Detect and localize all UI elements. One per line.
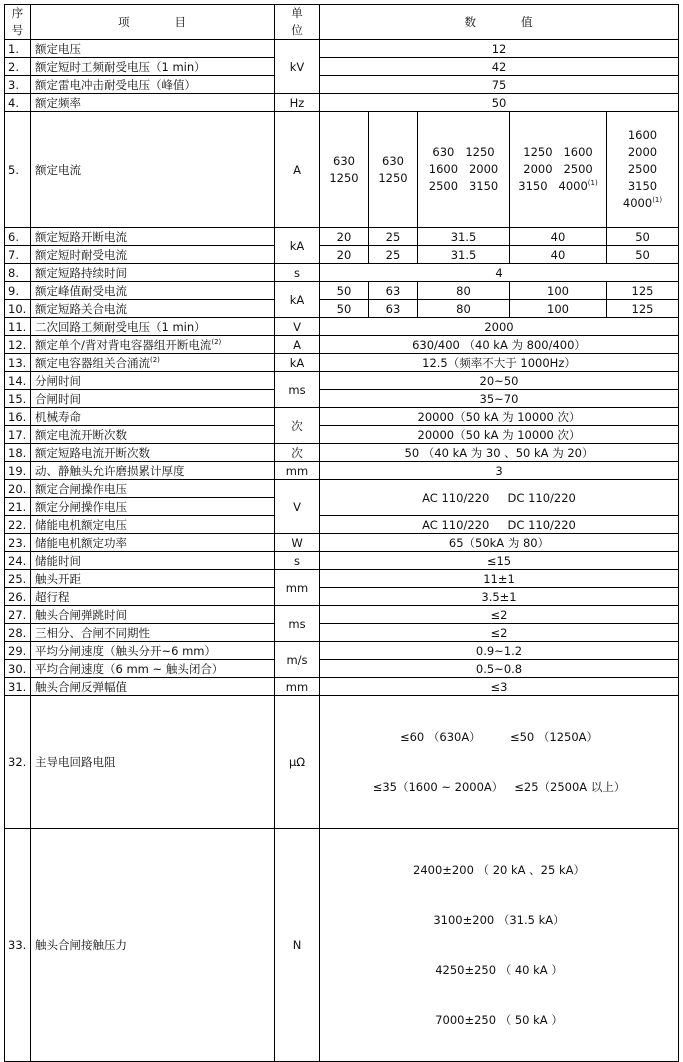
row-unit: ms: [275, 606, 320, 642]
row-unit: kV: [275, 40, 320, 94]
row-value: 63: [369, 300, 418, 318]
table-row: [5, 300, 679, 318]
row-value: 100: [510, 282, 607, 300]
table-row: [5, 282, 679, 300]
table-row: [5, 354, 679, 372]
row-number: 20.: [5, 480, 31, 498]
row-unit: kA: [275, 354, 320, 372]
table-row: [5, 534, 679, 552]
row-value: 80: [418, 282, 510, 300]
row-number: 15.: [5, 390, 31, 408]
table-row: [5, 829, 679, 1062]
table-row: [5, 390, 679, 408]
header-unit: 单 位: [275, 5, 320, 40]
row-item: 触头合闸反弹幅值: [31, 678, 275, 696]
table-row: [5, 570, 679, 588]
row-unit: s: [275, 264, 320, 282]
table-row: [5, 58, 679, 76]
row-item: 触头合闸弹跳时间: [31, 606, 275, 624]
row-number: 22.: [5, 516, 31, 534]
row-value: 31.5: [418, 246, 510, 264]
table-row: [5, 516, 679, 534]
row-unit: 次: [275, 408, 320, 444]
row-number: 12.: [5, 336, 31, 354]
row-unit: A: [275, 112, 320, 228]
row-unit: mm: [275, 678, 320, 696]
row-item: 储能时间: [31, 552, 275, 570]
row-unit: A: [275, 336, 320, 354]
row-item: 动、静触头允许磨损累计厚度: [31, 462, 275, 480]
row-value: AC 110/220 DC 110/220: [320, 516, 679, 534]
row-number: 11.: [5, 318, 31, 336]
footnote-mark: (1): [587, 179, 598, 188]
footnote-mark: (1): [652, 196, 663, 205]
table-row: [5, 408, 679, 426]
table-row: [5, 480, 679, 498]
header-value: 数 值: [320, 5, 679, 40]
row-unit: kA: [275, 282, 320, 318]
current-col-4: 1250 1600 2000 2500 3150 4000$^{(1)}$: [510, 112, 607, 228]
row-number: 17.: [5, 426, 31, 444]
row-value: 2000: [320, 318, 679, 336]
row-number: 19.: [5, 462, 31, 480]
row-unit: s: [275, 552, 320, 570]
row-number: 25.: [5, 570, 31, 588]
row-unit: ms: [275, 372, 320, 408]
row-value: 0.9~1.2: [320, 642, 679, 660]
row-item: 额定分闸操作电压: [31, 498, 275, 516]
row-item: 额定峰值耐受电流: [31, 282, 275, 300]
row-item: 额定频率: [31, 94, 275, 112]
table-row: [5, 696, 679, 829]
row-unit: W: [275, 534, 320, 552]
row-number: 29.: [5, 642, 31, 660]
row-unit: μΩ: [275, 696, 320, 829]
row-value: 63: [369, 282, 418, 300]
row-value: 2400±200 （ 20 kA 、25 kA） 3100±200 （31.5 kA） 4250±250 （ 40 kA ） 7000±250 （ 50 kA ）: [320, 829, 679, 1062]
table-row: [5, 606, 679, 624]
row-item: 额定电容器组关合涌流$^{(2)}$: [31, 354, 275, 372]
row-number: 16.: [5, 408, 31, 426]
row-value: 50: [607, 228, 679, 246]
table-row: [5, 94, 679, 112]
row-value: ≤2: [320, 624, 679, 642]
row-number: 23.: [5, 534, 31, 552]
row-value: ≤15: [320, 552, 679, 570]
row-item: 额定短路开断电流: [31, 228, 275, 246]
row-value: 50: [320, 282, 369, 300]
row-number: 6.: [5, 228, 31, 246]
row-number: 4.: [5, 94, 31, 112]
table-row: [5, 642, 679, 660]
row-value: 11±1: [320, 570, 679, 588]
row-number: 26.: [5, 588, 31, 606]
row-number: 14.: [5, 372, 31, 390]
row-number: 7.: [5, 246, 31, 264]
row-value: 50: [320, 300, 369, 318]
header-row: [5, 5, 679, 40]
spec-table-container: [4, 4, 679, 1062]
table-row: [5, 624, 679, 642]
table-row: [5, 588, 679, 606]
row-item: 合闸时间: [31, 390, 275, 408]
table-row: [5, 76, 679, 94]
table-row: [5, 336, 679, 354]
row-value: 3.5±1: [320, 588, 679, 606]
row-value: 100: [510, 300, 607, 318]
table-row: [5, 318, 679, 336]
row-unit: mm: [275, 462, 320, 480]
row-value: 31.5: [418, 228, 510, 246]
table-row: [5, 552, 679, 570]
row-number: 10.: [5, 300, 31, 318]
row-number: 30.: [5, 660, 31, 678]
row-item: 机械寿命: [31, 408, 275, 426]
current-col-1: 630 1250: [320, 112, 369, 228]
row-value: 125: [607, 300, 679, 318]
row-value: 40: [510, 246, 607, 264]
table-row: [5, 112, 679, 228]
row-value: 50: [320, 94, 679, 112]
row-value: 20: [320, 228, 369, 246]
row-value: 50 （40 kA 为 30 、50 kA 为 20）: [320, 444, 679, 462]
row-number: 1.: [5, 40, 31, 58]
row-item: 储能电机额定电压: [31, 516, 275, 534]
row-item: 额定单个/背对背电容器组开断电流$^{(2)}$: [31, 336, 275, 354]
row-value: 40: [510, 228, 607, 246]
row-value: 3: [320, 462, 679, 480]
header-item: 项 目: [31, 5, 275, 40]
row-value: 630/400 （40 kA 为 800/400）: [320, 336, 679, 354]
row-value: ≤3: [320, 678, 679, 696]
row-number: 27.: [5, 606, 31, 624]
row-unit: 次: [275, 444, 320, 462]
row-value: 75: [320, 76, 679, 94]
row-item: 额定雷电冲击耐受电压（峰值）: [31, 76, 275, 94]
row-value: 20000（50 kA 为 10000 次）: [320, 408, 679, 426]
row-value: 12.5（频率不大于 1000Hz）: [320, 354, 679, 372]
row-number: 32.: [5, 696, 31, 829]
row-number: 33.: [5, 829, 31, 1062]
row-value: 20000（50 kA 为 10000 次）: [320, 426, 679, 444]
row-value: 65（50kA 为 80）: [320, 534, 679, 552]
row-number: 2.: [5, 58, 31, 76]
row-number: 8.: [5, 264, 31, 282]
current-col-3: 630 1250 1600 2000 2500 3150: [418, 112, 510, 228]
row-item: 额定短路电流开断次数: [31, 444, 275, 462]
current-col-2: 630 1250: [369, 112, 418, 228]
row-unit: N: [275, 829, 320, 1062]
row-item: 平均合闸速度（6 mm ~ 触头闭合）: [31, 660, 275, 678]
table-row: [5, 678, 679, 696]
table-row: [5, 444, 679, 462]
footnote-mark: (2): [211, 337, 222, 346]
spec-table: [4, 4, 679, 1062]
row-item: 额定电压: [31, 40, 275, 58]
row-item: 平均分闸速度（触头分开~6 mm）: [31, 642, 275, 660]
row-item: 分闸时间: [31, 372, 275, 390]
table-row: [5, 264, 679, 282]
row-item: 额定短时工频耐受电压（1 min）: [31, 58, 275, 76]
row-value: 12: [320, 40, 679, 58]
row-unit: mm: [275, 570, 320, 606]
row-number: 21.: [5, 498, 31, 516]
row-item: 触头合闸接触压力: [31, 829, 275, 1062]
row-item: 额定合闸操作电压: [31, 480, 275, 498]
row-value: ≤60 （630A） ≤50 （1250A） ≤35（1600 ~ 2000A） ≤25（2500A 以上）: [320, 696, 679, 829]
row-value: 50: [607, 246, 679, 264]
row-unit: kA: [275, 228, 320, 264]
row-unit: m/s: [275, 642, 320, 678]
footnote-mark: (2): [150, 355, 160, 364]
row-value: 35~70: [320, 390, 679, 408]
row-value: 25: [369, 246, 418, 264]
table-row: [5, 462, 679, 480]
row-item: 额定短路持续时间: [31, 264, 275, 282]
row-value: ≤2: [320, 606, 679, 624]
row-item: 超行程: [31, 588, 275, 606]
row-item: 主导电回路电阻: [31, 696, 275, 829]
table-row: [5, 40, 679, 58]
row-item: 触头开距: [31, 570, 275, 588]
row-item: 额定电流开断次数: [31, 426, 275, 444]
row-value: 0.5~0.8: [320, 660, 679, 678]
row-item: 储能电机额定功率: [31, 534, 275, 552]
row-item: 额定短时耐受电流: [31, 246, 275, 264]
row-unit: V: [275, 318, 320, 336]
row-item: 额定短路关合电流: [31, 300, 275, 318]
table-row: [5, 246, 679, 264]
row-unit: V: [275, 480, 320, 534]
row-number: 24.: [5, 552, 31, 570]
row-item: 三相分、合闸不同期性: [31, 624, 275, 642]
current-col-5: 1600 2000 2500 3150 4000$^{(1)}$: [607, 112, 679, 228]
row-number: 28.: [5, 624, 31, 642]
table-row: [5, 426, 679, 444]
row-number: 13.: [5, 354, 31, 372]
row-value: 42: [320, 58, 679, 76]
row-value: 80: [418, 300, 510, 318]
row-value: 25: [369, 228, 418, 246]
row-value: AC 110/220 DC 110/220: [320, 480, 679, 516]
table-row: [5, 660, 679, 678]
row-number: 18.: [5, 444, 31, 462]
row-value: 20~50: [320, 372, 679, 390]
row-unit: Hz: [275, 94, 320, 112]
table-row: [5, 372, 679, 390]
row-item: 额定电流: [31, 112, 275, 228]
row-number: 9.: [5, 282, 31, 300]
row-value: 20: [320, 246, 369, 264]
row-number: 3.: [5, 76, 31, 94]
table-row: [5, 228, 679, 246]
row-value: 4: [320, 264, 679, 282]
row-number: 31.: [5, 678, 31, 696]
header-seq: 序 号: [5, 5, 31, 40]
row-item: 二次回路工频耐受电压（1 min）: [31, 318, 275, 336]
row-number: 5.: [5, 112, 31, 228]
row-value: 125: [607, 282, 679, 300]
